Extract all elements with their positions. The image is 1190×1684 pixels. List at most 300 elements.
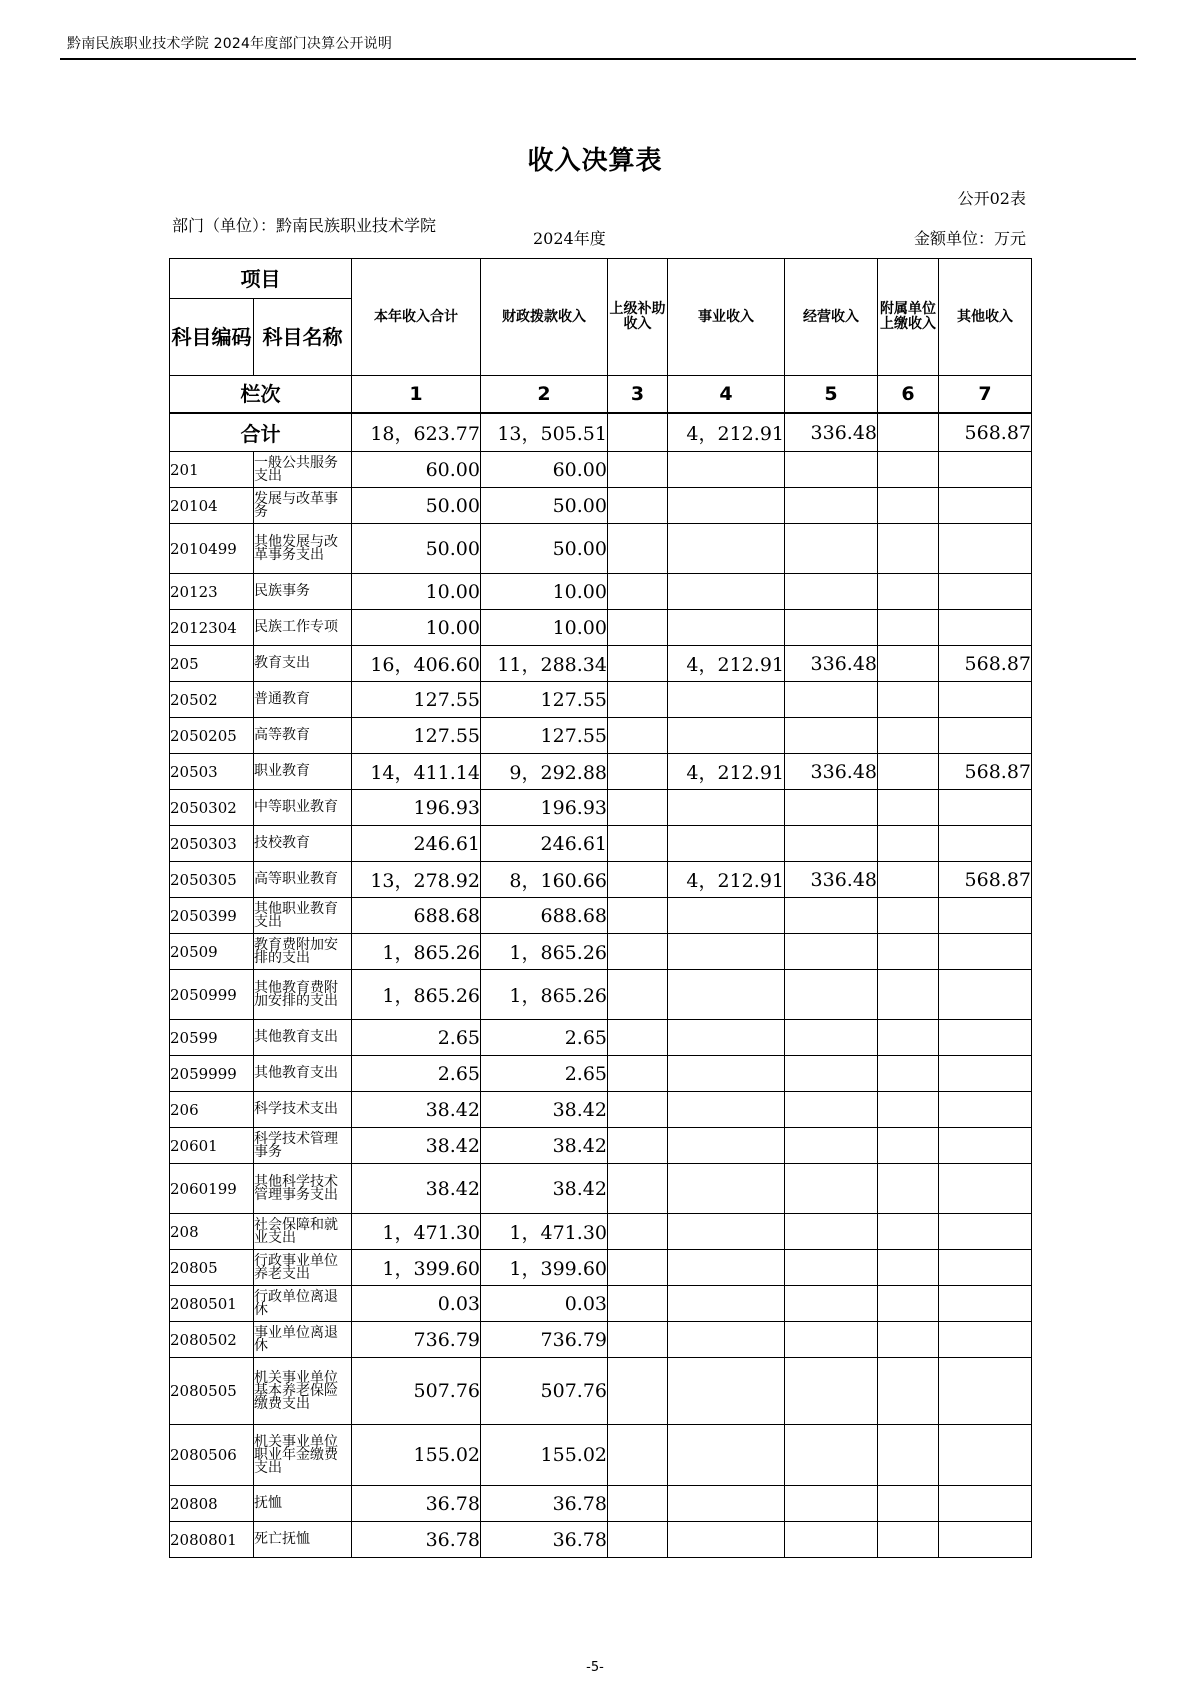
amount-total: 155.02 — [352, 1425, 481, 1486]
amount-affiliated — [878, 646, 939, 682]
table-row — [170, 646, 1032, 682]
amount-business — [668, 452, 785, 488]
amount-fiscal: 1，471.30 — [481, 1214, 608, 1250]
amount-fiscal: 1，399.60 — [481, 1250, 608, 1286]
table-row — [170, 524, 1032, 574]
subject-code: 201 — [170, 452, 254, 488]
amount-total: 2.65 — [352, 1020, 481, 1056]
amount-fiscal: 127.55 — [481, 718, 608, 754]
amount-business — [668, 1214, 785, 1250]
table-row — [170, 1358, 1032, 1425]
amount-superior — [608, 646, 668, 682]
amount-business — [668, 970, 785, 1020]
subject-name: 科学技术管理事务 — [254, 1128, 352, 1164]
amount-total: 16，406.60 — [352, 646, 481, 682]
index-number: 2 — [481, 376, 608, 414]
amount-operating — [785, 1056, 878, 1092]
amount-operating — [785, 1214, 878, 1250]
amount-business — [668, 1056, 785, 1092]
table-code: 公开02表 — [957, 189, 1026, 208]
amount-business — [668, 826, 785, 862]
amount-affiliated — [878, 1056, 939, 1092]
amount-superior — [608, 574, 668, 610]
amount-superior — [608, 1286, 668, 1322]
subject-name: 民族事务 — [254, 574, 352, 610]
table-row — [170, 1486, 1032, 1522]
amount-affiliated — [878, 1425, 939, 1486]
amount-total: 36.78 — [352, 1486, 481, 1522]
running-header: 黔南民族职业技术学院 2024年度部门决算公开说明 — [67, 36, 393, 52]
subject-name: 其他科学技术管理事务支出 — [254, 1164, 352, 1214]
table-row — [170, 970, 1032, 1020]
subject-name: 抚恤 — [254, 1486, 352, 1522]
subject-code: 2012304 — [170, 610, 254, 646]
amount-superior — [608, 1425, 668, 1486]
amount-affiliated — [878, 898, 939, 934]
amount-affiliated — [878, 682, 939, 718]
amount-superior — [608, 1322, 668, 1358]
amount-affiliated — [878, 790, 939, 826]
subject-code: 208 — [170, 1214, 254, 1250]
amount-total: 0.03 — [352, 1286, 481, 1322]
amount-fiscal: 10.00 — [481, 610, 608, 646]
amount-business — [668, 488, 785, 524]
subject-code: 2080501 — [170, 1286, 254, 1322]
code-header: 科目编码 — [170, 299, 254, 376]
table-row — [170, 790, 1032, 826]
amount-other — [939, 1020, 1032, 1056]
subject-name: 机关事业单位职业年金缴费支出 — [254, 1425, 352, 1486]
subject-code: 2050999 — [170, 970, 254, 1020]
amount-fiscal: 38.42 — [481, 1128, 608, 1164]
amount-operating — [785, 826, 878, 862]
amount-superior — [608, 862, 668, 898]
amount-total: 127.55 — [352, 718, 481, 754]
amount-superior — [608, 754, 668, 790]
amount-fiscal: 50.00 — [481, 488, 608, 524]
total-label: 合计 — [170, 413, 352, 452]
amount-affiliated — [878, 1322, 939, 1358]
amount-business — [668, 898, 785, 934]
amount-other — [939, 1250, 1032, 1286]
amount-superior — [608, 826, 668, 862]
amount-operating — [785, 1250, 878, 1286]
subject-code: 20808 — [170, 1486, 254, 1522]
amount-affiliated — [878, 1522, 939, 1558]
amount-affiliated — [878, 1214, 939, 1250]
amount-superior — [608, 682, 668, 718]
amount-fiscal: 2.65 — [481, 1020, 608, 1056]
amount-operating — [785, 524, 878, 574]
amount-total: 196.93 — [352, 790, 481, 826]
amount-other — [939, 826, 1032, 862]
amount-total: 736.79 — [352, 1322, 481, 1358]
amount-total: 10.00 — [352, 574, 481, 610]
amount-other — [939, 1128, 1032, 1164]
amount-total: 50.00 — [352, 524, 481, 574]
department-label: 部门（单位）：黔南民族职业技术学院 — [172, 216, 437, 235]
col-business-header: 事业收入 — [668, 259, 785, 376]
amount-total: 50.00 — [352, 488, 481, 524]
amount-total: 13，278.92 — [352, 862, 481, 898]
subject-name: 职业教育 — [254, 754, 352, 790]
table-row — [170, 862, 1032, 898]
amount-other — [939, 610, 1032, 646]
table-row — [170, 1128, 1032, 1164]
amount-other — [939, 574, 1032, 610]
amount-business — [668, 574, 785, 610]
amount-superior — [608, 1020, 668, 1056]
subject-code: 2080506 — [170, 1425, 254, 1486]
project-header: 项目 — [170, 259, 352, 299]
amount-other — [939, 1056, 1032, 1092]
subject-code: 2060199 — [170, 1164, 254, 1214]
amount-other: 568.87 — [939, 754, 1032, 790]
amount-total: 1，865.26 — [352, 934, 481, 970]
amount-operating — [785, 682, 878, 718]
index-number: 4 — [668, 376, 785, 414]
amount-fiscal: 10.00 — [481, 574, 608, 610]
amount-other — [939, 1164, 1032, 1214]
table-row — [170, 574, 1032, 610]
amount-superior — [608, 718, 668, 754]
table-row — [170, 1250, 1032, 1286]
table-row — [170, 826, 1032, 862]
subject-name: 其他教育费附加安排的支出 — [254, 970, 352, 1020]
table-row — [170, 718, 1032, 754]
subject-code: 20509 — [170, 934, 254, 970]
amount-other — [939, 898, 1032, 934]
amount-operating — [785, 970, 878, 1020]
subject-code: 205 — [170, 646, 254, 682]
amount-business: 4，212.91 — [668, 754, 785, 790]
amount-business — [668, 1092, 785, 1128]
subject-code: 2080505 — [170, 1358, 254, 1425]
amount-operating — [785, 1092, 878, 1128]
amount-unit: 金额单位：万元 — [913, 229, 1026, 248]
amount-fiscal: 155.02 — [481, 1425, 608, 1486]
amount-business — [668, 1322, 785, 1358]
subject-code: 2050305 — [170, 862, 254, 898]
subject-name: 机关事业单位基本养老保险缴费支出 — [254, 1358, 352, 1425]
subject-name: 发展与改革事务 — [254, 488, 352, 524]
amount-fiscal: 38.42 — [481, 1092, 608, 1128]
amount-other — [939, 1322, 1032, 1358]
amount-total: 38.42 — [352, 1128, 481, 1164]
amount-superior — [608, 610, 668, 646]
table-row — [170, 452, 1032, 488]
subject-name: 行政事业单位养老支出 — [254, 1250, 352, 1286]
table-row — [170, 1214, 1032, 1250]
amount-other — [939, 1092, 1032, 1128]
amount-business — [668, 1358, 785, 1425]
amount-total: 1，471.30 — [352, 1214, 481, 1250]
amount-business — [668, 682, 785, 718]
table-row — [170, 682, 1032, 718]
amount-operating — [785, 1164, 878, 1214]
amount-business — [668, 790, 785, 826]
amount-total: 10.00 — [352, 610, 481, 646]
subject-name: 技校教育 — [254, 826, 352, 862]
amount-superior — [608, 1214, 668, 1250]
amount-superior — [608, 898, 668, 934]
amount-fiscal: 9，292.88 — [481, 754, 608, 790]
total-cell: 13，505.51 — [481, 413, 608, 452]
amount-other: 568.87 — [939, 862, 1032, 898]
amount-operating — [785, 610, 878, 646]
amount-business: 4，212.91 — [668, 862, 785, 898]
subject-code: 20601 — [170, 1128, 254, 1164]
amount-total: 507.76 — [352, 1358, 481, 1425]
amount-operating: 336.48 — [785, 646, 878, 682]
table-row — [170, 1056, 1032, 1092]
subject-name: 教育支出 — [254, 646, 352, 682]
table-row — [170, 898, 1032, 934]
amount-operating — [785, 488, 878, 524]
amount-affiliated — [878, 1486, 939, 1522]
col-other-header: 其他收入 — [939, 259, 1032, 376]
table-row — [170, 488, 1032, 524]
amount-operating — [785, 1020, 878, 1056]
subject-name: 高等教育 — [254, 718, 352, 754]
col-total-header: 本年收入合计 — [352, 259, 481, 376]
amount-other — [939, 682, 1032, 718]
table-row — [170, 754, 1032, 790]
amount-fiscal: 507.76 — [481, 1358, 608, 1425]
amount-total: 127.55 — [352, 682, 481, 718]
amount-total: 38.42 — [352, 1164, 481, 1214]
subject-name: 行政单位离退休 — [254, 1286, 352, 1322]
amount-affiliated — [878, 574, 939, 610]
index-label: 栏次 — [170, 376, 352, 414]
subject-code: 20104 — [170, 488, 254, 524]
subject-code: 2050205 — [170, 718, 254, 754]
amount-other — [939, 718, 1032, 754]
amount-operating — [785, 1522, 878, 1558]
amount-business — [668, 524, 785, 574]
amount-operating — [785, 898, 878, 934]
amount-operating — [785, 1425, 878, 1486]
amount-operating: 336.48 — [785, 754, 878, 790]
amount-superior — [608, 1522, 668, 1558]
amount-superior — [608, 1128, 668, 1164]
page-title: 收入决算表 — [527, 146, 663, 176]
amount-superior — [608, 934, 668, 970]
subject-name: 社会保障和就业支出 — [254, 1214, 352, 1250]
total-cell — [878, 413, 939, 452]
amount-affiliated — [878, 862, 939, 898]
amount-business — [668, 1522, 785, 1558]
amount-other — [939, 934, 1032, 970]
amount-total: 1，399.60 — [352, 1250, 481, 1286]
amount-other — [939, 452, 1032, 488]
total-row — [170, 413, 1032, 452]
amount-business — [668, 1164, 785, 1214]
amount-superior — [608, 488, 668, 524]
amount-other — [939, 1214, 1032, 1250]
amount-operating — [785, 718, 878, 754]
income-table — [169, 258, 1032, 1558]
amount-affiliated — [878, 754, 939, 790]
amount-superior — [608, 524, 668, 574]
amount-other — [939, 1358, 1032, 1425]
table-row — [170, 1164, 1032, 1214]
table-row — [170, 610, 1032, 646]
amount-business: 4，212.91 — [668, 646, 785, 682]
subject-name: 死亡抚恤 — [254, 1522, 352, 1558]
amount-fiscal: 36.78 — [481, 1486, 608, 1522]
amount-affiliated — [878, 488, 939, 524]
subject-name: 其他发展与改革事务支出 — [254, 524, 352, 574]
amount-superior — [608, 970, 668, 1020]
amount-business — [668, 1128, 785, 1164]
table-row — [170, 1020, 1032, 1056]
amount-business — [668, 718, 785, 754]
amount-other — [939, 1522, 1032, 1558]
index-number: 7 — [939, 376, 1032, 414]
col-fiscal-header: 财政拨款收入 — [481, 259, 608, 376]
subject-code: 2010499 — [170, 524, 254, 574]
header-rule — [60, 58, 1136, 60]
amount-affiliated — [878, 452, 939, 488]
amount-business — [668, 1286, 785, 1322]
amount-total: 246.61 — [352, 826, 481, 862]
subject-code: 20502 — [170, 682, 254, 718]
amount-superior — [608, 790, 668, 826]
amount-other — [939, 970, 1032, 1020]
subject-code: 2050303 — [170, 826, 254, 862]
table-row — [170, 1322, 1032, 1358]
fiscal-year: 2024年度 — [533, 229, 606, 248]
subject-code: 2080801 — [170, 1522, 254, 1558]
amount-affiliated — [878, 826, 939, 862]
amount-business — [668, 610, 785, 646]
amount-affiliated — [878, 1092, 939, 1128]
table-row — [170, 1286, 1032, 1322]
amount-total: 688.68 — [352, 898, 481, 934]
index-number: 3 — [608, 376, 668, 414]
amount-affiliated — [878, 1286, 939, 1322]
amount-business — [668, 1020, 785, 1056]
subject-code: 2059999 — [170, 1056, 254, 1092]
subject-name: 其他教育支出 — [254, 1020, 352, 1056]
subject-code: 20123 — [170, 574, 254, 610]
amount-fiscal: 736.79 — [481, 1322, 608, 1358]
amount-operating — [785, 574, 878, 610]
amount-superior — [608, 1164, 668, 1214]
amount-fiscal: 11，288.34 — [481, 646, 608, 682]
amount-total: 60.00 — [352, 452, 481, 488]
amount-affiliated — [878, 610, 939, 646]
amount-operating: 336.48 — [785, 862, 878, 898]
amount-fiscal: 688.68 — [481, 898, 608, 934]
col-superior-header: 上级补助收入 — [608, 259, 668, 376]
subject-name: 教育费附加安排的支出 — [254, 934, 352, 970]
subject-name: 普通教育 — [254, 682, 352, 718]
amount-affiliated — [878, 1020, 939, 1056]
amount-affiliated — [878, 1164, 939, 1214]
subject-name: 事业单位离退休 — [254, 1322, 352, 1358]
col-operating-header: 经营收入 — [785, 259, 878, 376]
amount-superior — [608, 1358, 668, 1425]
amount-fiscal: 127.55 — [481, 682, 608, 718]
table-row — [170, 1522, 1032, 1558]
amount-affiliated — [878, 1358, 939, 1425]
amount-fiscal: 60.00 — [481, 452, 608, 488]
index-number: 6 — [878, 376, 939, 414]
subject-code: 20503 — [170, 754, 254, 790]
amount-other — [939, 1486, 1032, 1522]
amount-other — [939, 1286, 1032, 1322]
amount-total: 38.42 — [352, 1092, 481, 1128]
amount-fiscal: 50.00 — [481, 524, 608, 574]
subject-code: 2080502 — [170, 1322, 254, 1358]
amount-business — [668, 934, 785, 970]
amount-operating — [785, 1486, 878, 1522]
amount-total: 1，865.26 — [352, 970, 481, 1020]
amount-superior — [608, 1486, 668, 1522]
amount-total: 14，411.14 — [352, 754, 481, 790]
subject-name: 一般公共服务支出 — [254, 452, 352, 488]
amount-total: 2.65 — [352, 1056, 481, 1092]
name-header: 科目名称 — [254, 299, 352, 376]
amount-affiliated — [878, 718, 939, 754]
subject-name: 中等职业教育 — [254, 790, 352, 826]
index-number: 1 — [352, 376, 481, 414]
amount-business — [668, 1425, 785, 1486]
amount-affiliated — [878, 524, 939, 574]
amount-fiscal: 8，160.66 — [481, 862, 608, 898]
amount-superior — [608, 1056, 668, 1092]
amount-superior — [608, 1092, 668, 1128]
amount-affiliated — [878, 1128, 939, 1164]
amount-fiscal: 1，865.26 — [481, 970, 608, 1020]
amount-fiscal: 36.78 — [481, 1522, 608, 1558]
total-cell — [608, 413, 668, 452]
total-cell: 568.87 — [939, 413, 1032, 452]
amount-other — [939, 790, 1032, 826]
subject-code: 20599 — [170, 1020, 254, 1056]
amount-operating — [785, 1128, 878, 1164]
amount-fiscal: 0.03 — [481, 1286, 608, 1322]
amount-other: 568.87 — [939, 646, 1032, 682]
table-row — [170, 1425, 1032, 1486]
amount-fiscal: 38.42 — [481, 1164, 608, 1214]
amount-business — [668, 1250, 785, 1286]
subject-name: 科学技术支出 — [254, 1092, 352, 1128]
amount-superior — [608, 1250, 668, 1286]
amount-fiscal: 196.93 — [481, 790, 608, 826]
table-row — [170, 1092, 1032, 1128]
col-affiliated-header: 附属单位上缴收入 — [878, 259, 939, 376]
amount-operating — [785, 790, 878, 826]
total-cell: 18，623.77 — [352, 413, 481, 452]
amount-superior — [608, 452, 668, 488]
amount-total: 36.78 — [352, 1522, 481, 1558]
subject-code: 20805 — [170, 1250, 254, 1286]
index-number: 5 — [785, 376, 878, 414]
amount-fiscal: 2.65 — [481, 1056, 608, 1092]
amount-business — [668, 1486, 785, 1522]
amount-affiliated — [878, 1250, 939, 1286]
amount-operating — [785, 934, 878, 970]
amount-other — [939, 1425, 1032, 1486]
subject-code: 206 — [170, 1092, 254, 1128]
total-cell: 4，212.91 — [668, 413, 785, 452]
subject-name: 其他教育支出 — [254, 1056, 352, 1092]
subject-name: 民族工作专项 — [254, 610, 352, 646]
amount-affiliated — [878, 970, 939, 1020]
